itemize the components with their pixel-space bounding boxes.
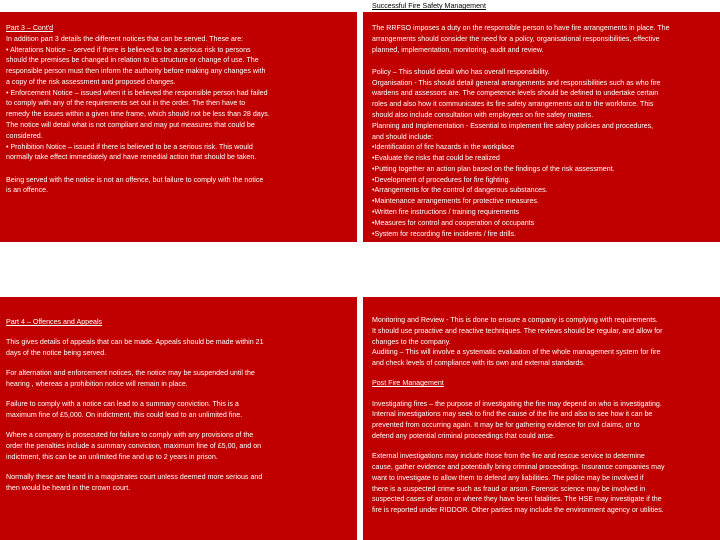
text-line: •Measures for control and cooperation of occupants [372, 218, 535, 227]
text-line: •Arrangements for the control of dangerous substances. [372, 186, 548, 195]
text-line: indictment, this can be an unlimited fine and up to 2 years in prison. [6, 453, 218, 462]
text-line: is an offence. [6, 186, 49, 195]
text-line: and check levels of compliance with its own and external standards. [372, 359, 585, 368]
text-line: suspected cases of arson or where they have been fatalities. The HSE may investigate if the [372, 495, 662, 504]
text-line: The notice will detail what is not compliant and may put measures that could be [6, 121, 255, 130]
penalties-paragraph [6, 430, 351, 462]
text-line: and should include: [372, 132, 434, 141]
text-line: Internal investigations may seek to find the cause of the fire and also to see how it can be [372, 410, 653, 419]
panel-heading: Part 3 – Cont'd [6, 24, 54, 32]
text-line: In addition part 3 details the different notices that can be served. These are: [6, 34, 244, 43]
text-line: arrangements should consider the need for a policy, organisational responsibilities, effective [372, 34, 660, 43]
text-line: planned, implementation, monitoring, audit and review. [372, 45, 544, 54]
text-line: External investigations may include those from the fire and rescue service to determine [372, 452, 645, 461]
text-line: fire is reported under RIDDOR. Other parties may include the environment agency or utilities. [372, 506, 664, 515]
text-line: roles and also how it communicates its fire safety arrangements out to the workforce. This [372, 100, 654, 109]
text-line: to comply with any of the requirements set out in the order. The then have to [6, 99, 246, 108]
monitoring-paragraph [372, 315, 714, 369]
text-line: maximum fine of £5,000. On indictment, this could lead to an unlimited fine. [6, 411, 243, 420]
text-line: •Maintenance arrangements for protective measures. [372, 197, 539, 206]
notice-list [6, 34, 351, 163]
panel-monitoring-post-fire [363, 297, 720, 540]
text-line: • Alterations Notice – served if there is believed to be a serious risk to persons [6, 45, 251, 54]
courts-paragraph [6, 472, 351, 494]
text-line: • Prohibition Notice – issued if there is believed to be a serious risk. This would [6, 142, 253, 151]
text-line: The RRFSO imposes a duty on the responsible person to have fire arrangements in place. The [372, 24, 670, 32]
text-line: responsible person must then inform the authority before making any changes with [6, 67, 266, 76]
text-line: Where a company is prosecuted for failure to comply with any provisions of the [6, 431, 254, 440]
panel-fire-arrangements [363, 12, 720, 242]
page-header-title: Successful Fire Safety Management [372, 2, 486, 10]
text-line: defend any potential criminal proceedings that could arise. [372, 432, 555, 441]
closing-paragraph [6, 175, 351, 197]
text-line: hearing , whereas a prohibition notice will remain in place. [6, 380, 188, 389]
text-line: •Development of procedures for fire fighting. [372, 175, 511, 184]
text-line: a copy of the risk assessment and proposed changes. [6, 77, 176, 86]
text-line: Organisation - This should detail general arrangements and responsibilities such as who fire [372, 78, 661, 87]
text-line: • Enforcement Notice – issued when it is believed the responsible person had failed [6, 88, 268, 97]
text-line: Failure to comply with a notice can lead to a summary conviction. This is a [6, 400, 239, 409]
panel-heading: Post Fire Management [372, 379, 444, 388]
text-line: should also include consultation with employees on fire safety matters. [372, 110, 594, 119]
text-line: Auditing – This will involve a systematic evaluation of the whole management system for fire [372, 348, 661, 357]
text-line: Investigating fires – the purpose of investigating the fire may depend on who is investigating. [372, 399, 662, 408]
text-line: want to investigate to allow them to defend any liabilities. The police may be involved if [372, 473, 644, 482]
text-line: •Evaluate the risks that could be realized [372, 154, 500, 163]
text-line: there is a suspected crime such as fraud or arson. Forensic science may be involved in [372, 484, 646, 493]
text-line: Planning and Implementation - Essential to implement fire safety policies and procedures, [372, 121, 654, 130]
text-line: This gives details of appeals that can be made. Appeals should be made within 21 [6, 338, 264, 347]
text-line: cause, gather evidence and potentially bring criminal proceedings. Insurance companies may [372, 463, 665, 472]
text-line: •System for recording fire incidents / fire drills. [372, 229, 517, 238]
external-investigation-paragraph [372, 451, 714, 516]
investigation-paragraph [372, 399, 714, 442]
intro-paragraph [372, 23, 714, 55]
text-line: normally take effect immediately and have remedial action that should be taken. [6, 153, 257, 162]
text-line: then would be heard in the crown court. [6, 484, 131, 493]
text-line: Normally these are heard in a magistrates court unless deemed more serious and [6, 473, 263, 482]
failure-paragraph [6, 399, 351, 421]
text-line: Policy – This should detail who has overall responsibility. [372, 67, 550, 76]
text-line: It should use proactive and reactive techniques. The reviews should be regular, and allow for [372, 326, 663, 335]
text-line: days of the notice being served. [6, 349, 107, 358]
panel-part4-offences [0, 297, 357, 540]
text-line: Monitoring and Review - This is done to ensure a company is complying with requirements. [372, 316, 658, 324]
panel-part3-contd [0, 12, 357, 242]
text-line: •Identification of fire hazards in the workplace [372, 143, 515, 152]
text-line: For alternation and enforcement notices, the notice may be suspended until the [6, 369, 255, 378]
suspension-paragraph [6, 368, 351, 390]
text-line: wardens and assessors are. The competence levels should be defined to undertake certain [372, 89, 659, 98]
text-line: remedy the issues within a given time frame, which should not be less than 28 days. [6, 110, 270, 119]
text-line: Being served with the notice is not an offence, but failure to comply with the notice [6, 175, 264, 184]
appeals-paragraph [6, 337, 351, 359]
text-line: order the penalties include a summary conviction, maximum fine of £5,00, and on [6, 442, 262, 451]
text-line: prevented from occurring again. It may be for gathering evidence for civil claims, or to [372, 421, 640, 430]
panel-heading: Part 4 – Offences and Appeals [6, 318, 103, 326]
text-line: •Written fire instructions / training requirements [372, 208, 520, 216]
text-line: •Putting together an action plan based on the findings of the risk assessment. [372, 164, 615, 173]
text-line: considered. [6, 131, 43, 140]
text-line: should the premises be changed in relation to its structure or change of use. The [6, 56, 259, 65]
text-line: changes to the company. [372, 337, 451, 346]
policy-organisation-list [372, 67, 714, 240]
